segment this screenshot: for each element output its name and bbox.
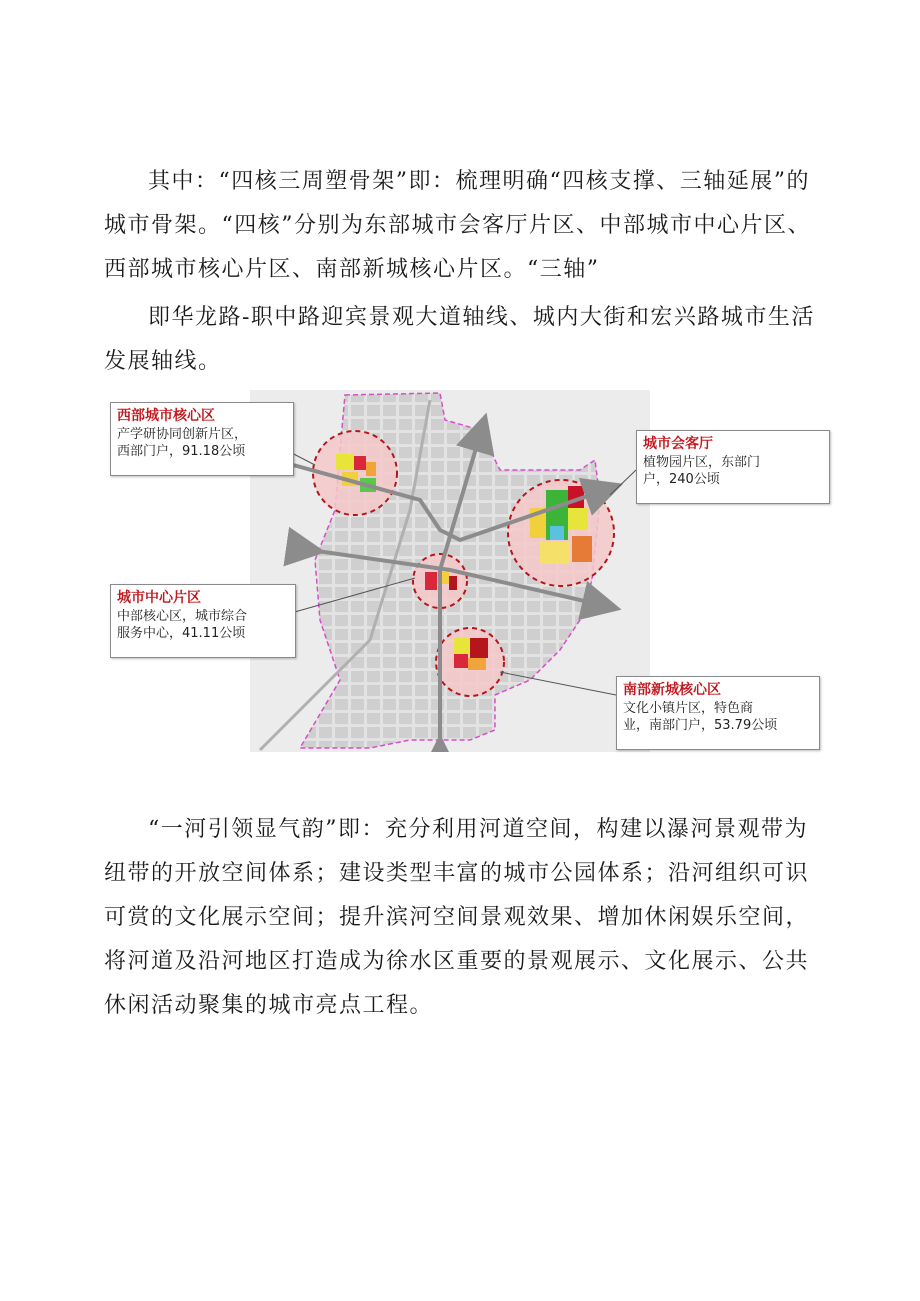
callout-east-text: 植物园片区，东部门 户，240公顷: [643, 455, 761, 487]
paragraph-river: “一河引领显气韵”即：充分利用河道空间，构建以瀑河景观带为纽带的开放空间体系；建设类型丰富的城市公园体系；沿河组织可识可赏的文化展示空间；提升滨河空间景观效果、增加休闲娱乐空间，将河道及沿河地区打造成为徐水区重要的景观展示、文化展示、公共休闲活动聚集的城市亮点工程。: [104, 817, 810, 1018]
callout-south-title: 南部新城核心区: [623, 682, 721, 698]
callout-east-title: 城市会客厅: [643, 436, 713, 452]
callout-center-core: [110, 584, 296, 658]
callout-west-core: [110, 402, 294, 476]
callout-center-text: 中部核心区，城市综合 服务中心，41.11公顷: [117, 609, 248, 641]
paragraph-four-cores: 其中：“四核三周塑骨架”即：梳理明确“四核支撑、三轴延展”的城市骨架。“四核”分别为东部城市会客厅片区、中部城市中心片区、西部城市核心片区、南部新城核心片区。“三轴”: [104, 169, 811, 282]
callout-east-core: [636, 430, 830, 504]
south-core-circle: [436, 628, 504, 696]
callout-south-text: 文化小镇片区，特色商 业，南部门户，53.79公顷: [623, 701, 778, 733]
callout-center-title: 城市中心片区: [117, 590, 201, 606]
paragraph-three-axes: 即华龙路-职中路迎宾景观大道轴线、城内大街和宏兴路城市生活发展轴线。: [104, 305, 815, 374]
east-core-circle: [508, 480, 614, 586]
core-areas-map-figure: [110, 390, 820, 752]
callout-south-core: [616, 676, 820, 750]
callout-west-title: 西部城市核心区: [117, 408, 215, 424]
callout-west-text: 产学研协同创新片区， 西部门户，91.18公顷: [117, 427, 248, 459]
